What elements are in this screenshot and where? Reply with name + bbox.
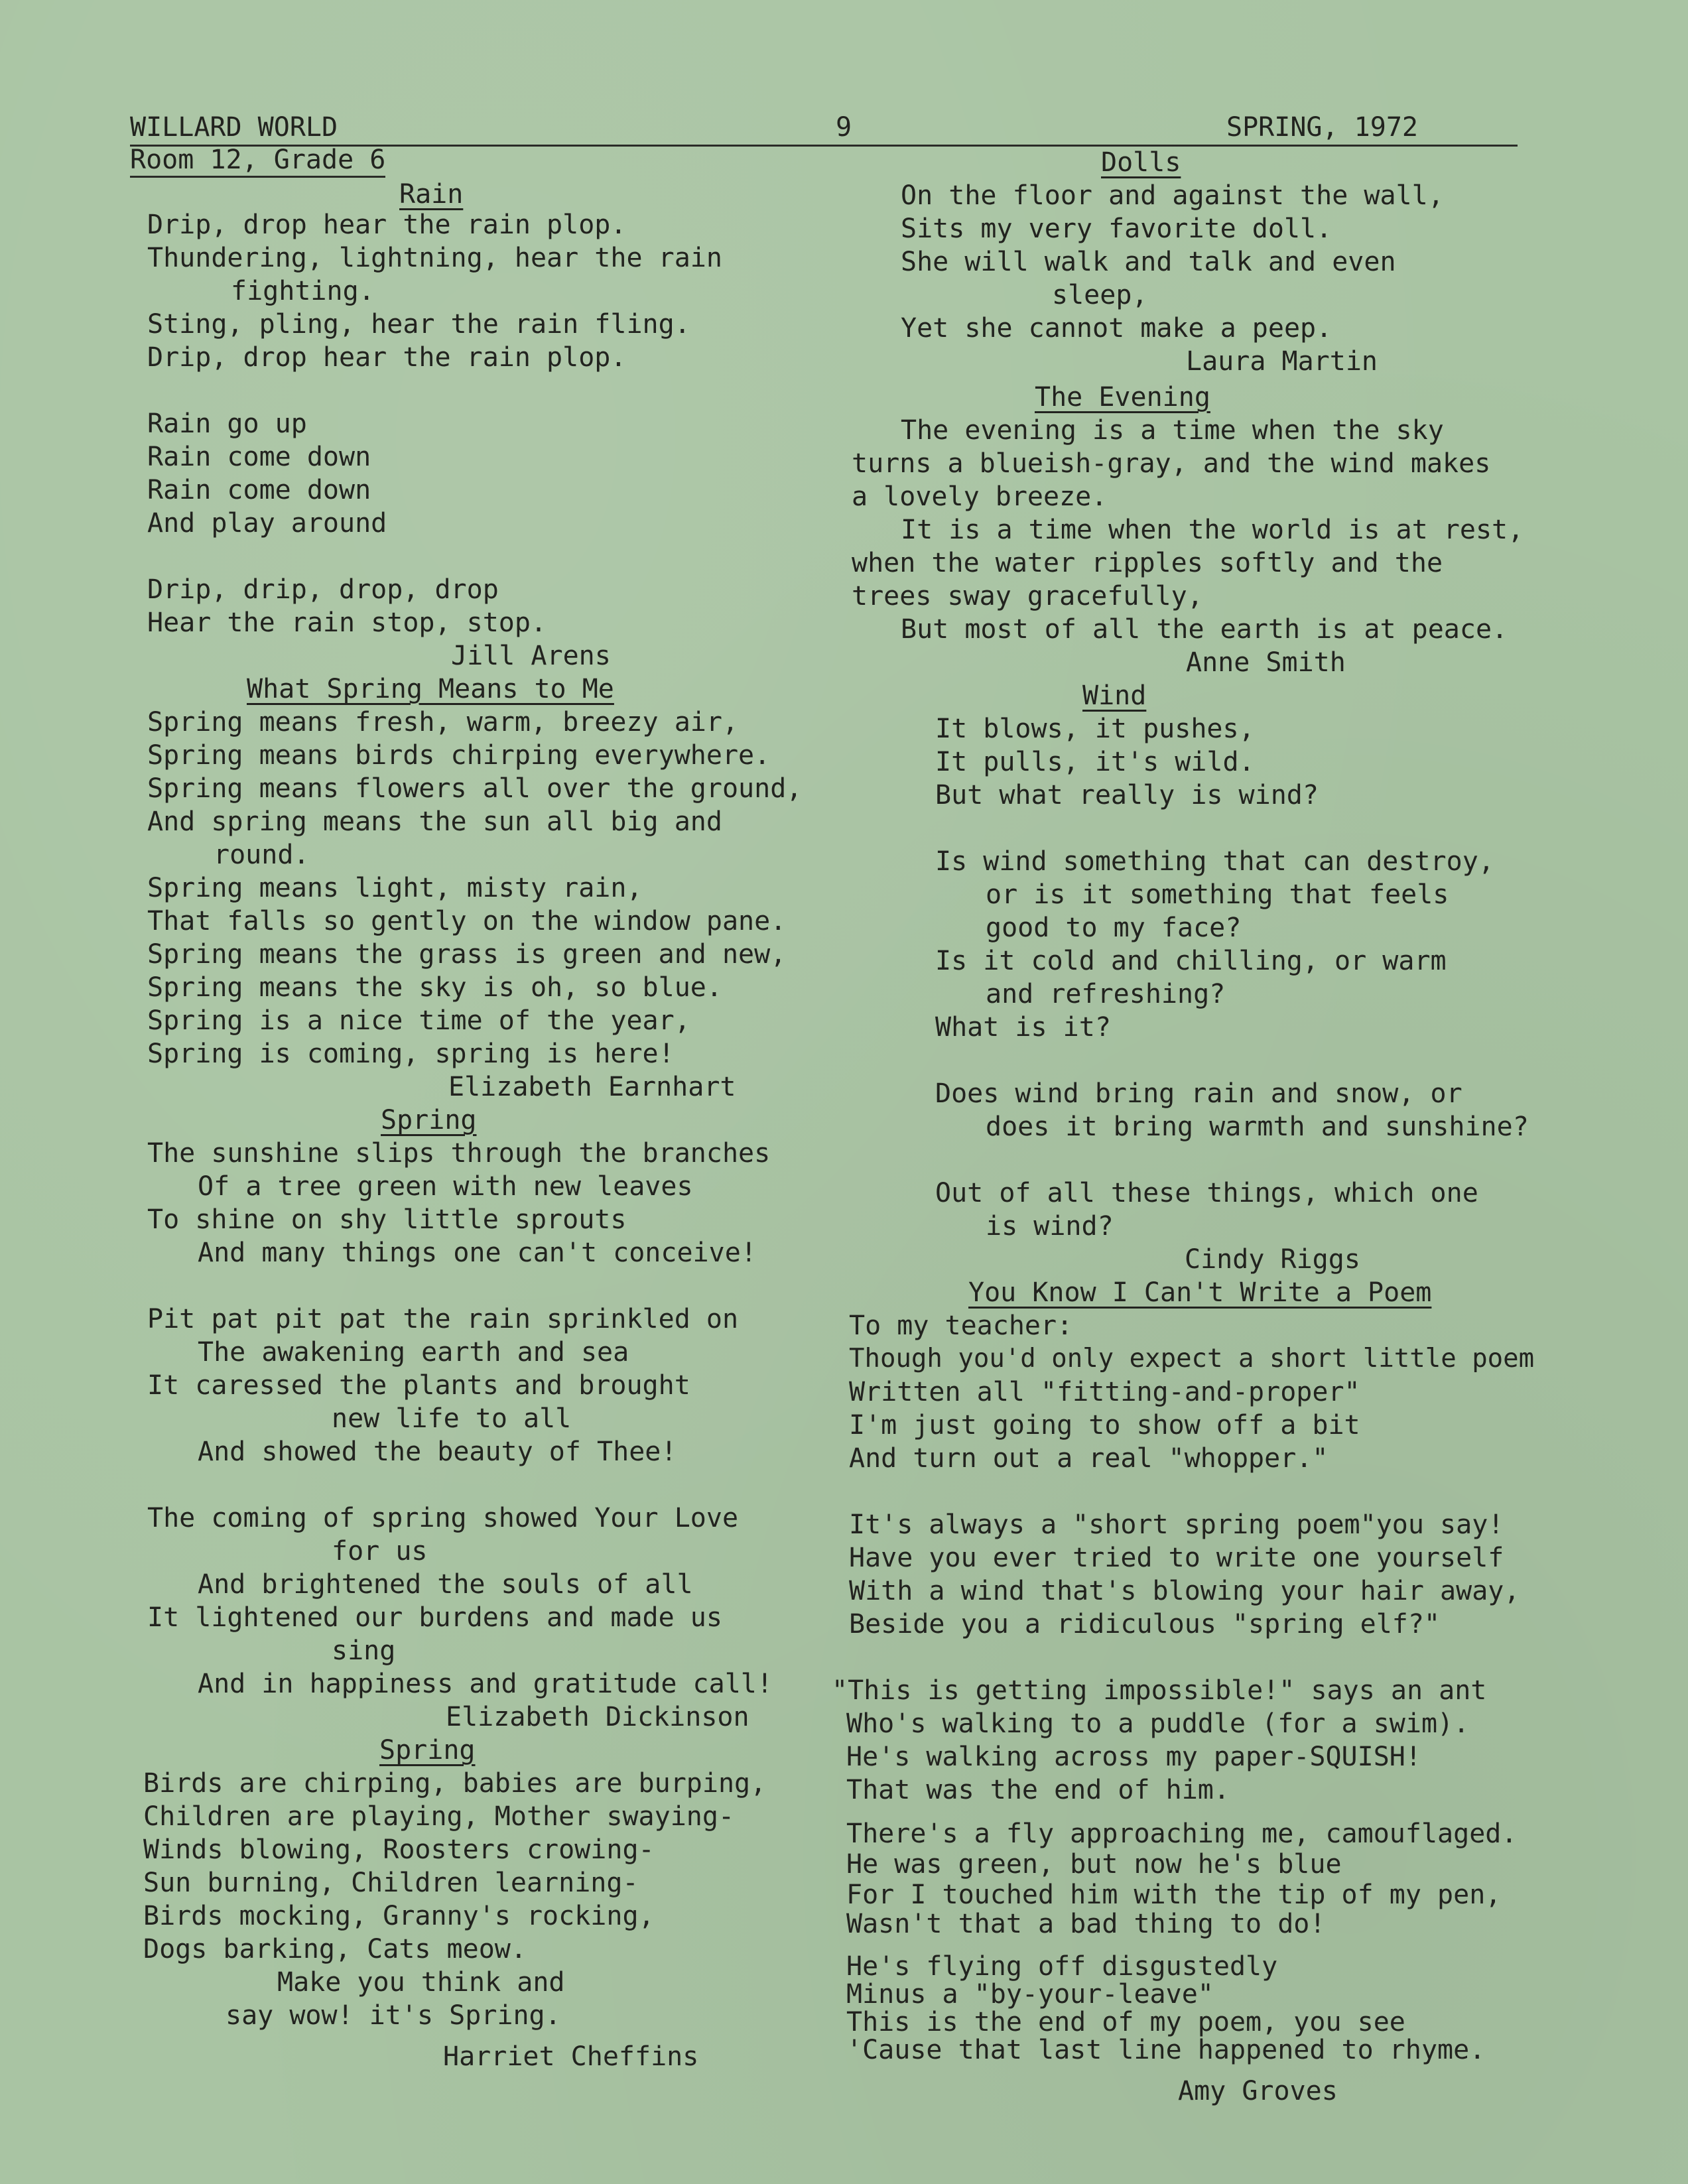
poem-line: Birds are chirping, babies are burping, — [143, 1768, 767, 1799]
poem-line: "This is getting impossible!" says an ant — [832, 1675, 1487, 1706]
poem-title-rain: Rain — [399, 179, 464, 210]
poem-line: Dogs barking, Cats meow. — [143, 1934, 527, 1964]
poem-line: The evening is a time when the sky — [901, 415, 1444, 446]
poem-line: But most of all the earth is at peace. — [901, 614, 1508, 645]
poem-line: round. — [214, 840, 310, 870]
poem-line: It's always a "short spring poem"you say! — [849, 1510, 1504, 1540]
poem-line: It lightened our burdens and made us — [147, 1602, 722, 1633]
poem-title-cant-write: You Know I Can't Write a Poem — [968, 1277, 1432, 1308]
poem-line: That falls so gently on the window pane. — [147, 906, 787, 936]
poem-line: And many things one can't conceive! — [198, 1238, 757, 1268]
poem-line: She will walk and talk and even — [901, 247, 1396, 277]
poem-line: It blows, it pushes, — [935, 714, 1255, 744]
poem-line: Though you'd only expect a short little poem — [849, 1344, 1535, 1374]
poem-line: On the floor and against the wall, — [901, 180, 1444, 211]
poem-title-what-spring-means: What Spring Means to Me — [247, 674, 614, 704]
poem-line: It is a time when the world is at rest, — [901, 515, 1524, 545]
poem-line: when the water ripples softly and the — [852, 548, 1443, 578]
poem-line: does it bring warmth and sunshine? — [986, 1112, 1529, 1142]
poem-author: Jill Arens — [451, 641, 611, 671]
poem-line: With a wind that's blowing your hair away, — [849, 1576, 1520, 1606]
poem-line: Who's walking to a puddle (for a swim). — [846, 1708, 1470, 1739]
poem-line: The sunshine slips through the branches — [147, 1138, 771, 1169]
poem-line: And turn out a real "whopper." — [849, 1443, 1329, 1474]
poem-line: Spring means birds chirping everywhere. — [147, 740, 771, 771]
room-grade-label: Room 12, Grade 6 — [130, 145, 385, 178]
poem-line: Beside you a ridiculous "spring elf?" — [849, 1609, 1441, 1639]
poem-author: Cindy Riggs — [1185, 1244, 1360, 1275]
poem-line: or is it something that feels — [986, 879, 1449, 910]
poem-line: Rain come down — [147, 475, 371, 505]
poem-line: And play around — [147, 508, 387, 539]
poem-line: Sun burning, Children learning- — [143, 1868, 639, 1898]
poem-title-spring: Spring — [381, 1105, 477, 1135]
poem-line: It caressed the plants and brought — [147, 1370, 690, 1401]
poem-line: Spring means light, misty rain, — [147, 873, 643, 903]
poem-line: Does wind bring rain and snow, or — [935, 1078, 1462, 1109]
poem-line: turns a blueish-gray, and the wind makes — [852, 448, 1491, 479]
poem-line: Hear the rain stop, stop. — [147, 608, 547, 638]
poem-line: Drip, drop hear the rain plop. — [147, 342, 627, 373]
poem-line: Pit pat pit pat the rain sprinkled on — [147, 1304, 739, 1334]
poem-line: He was green, but now he's blue — [846, 1849, 1342, 1880]
poem-line: And showed the beauty of Thee! — [198, 1437, 677, 1467]
poem-line: To my teacher: — [849, 1311, 1073, 1341]
poem-line: Out of all these things, which one — [935, 1178, 1478, 1208]
poem-line: For I touched him with the tip of my pen, — [846, 1880, 1502, 1910]
poem-title-wind: Wind — [1082, 680, 1147, 711]
poem-line: Spring means fresh, warm, breezy air, — [147, 707, 739, 738]
poem-line: Rain come down — [147, 442, 371, 472]
poem-line: good to my face? — [986, 913, 1242, 943]
poem-author: Harriet Cheffins — [443, 2041, 699, 2072]
poem-line: That was the end of him. — [846, 1775, 1230, 1805]
poem-line: Written all "fitting-and-proper" — [849, 1377, 1360, 1407]
poem-line: sing — [332, 1636, 396, 1666]
poem-line: Yet she cannot make a peep. — [901, 313, 1332, 344]
poem-title-dolls: Dolls — [1101, 147, 1181, 178]
poem-line: a lovely breeze. — [852, 482, 1108, 512]
poem-line: Minus a "by-your-leave" — [846, 1979, 1214, 2010]
page-header — [130, 110, 1518, 147]
poem-line: The awakening earth and sea — [198, 1337, 629, 1368]
poem-line: trees sway gracefully, — [852, 581, 1203, 611]
poem-title-evening: The Evening — [1035, 382, 1210, 413]
publication-name: WILLARD WORLD — [130, 112, 338, 143]
poem-line: Spring means the sky is oh, so blue. — [147, 972, 722, 1003]
poem-line: Make you think and — [277, 1967, 565, 1998]
poem-line: He's walking across my paper-SQUISH! — [846, 1742, 1421, 1772]
poem-line: for us — [332, 1536, 428, 1567]
poem-line: Rain go up — [147, 409, 307, 439]
poem-title-spring: Spring — [379, 1735, 476, 1766]
poem-line: Drip, drop hear the rain plop. — [147, 210, 627, 240]
poem-line: Winds blowing, Roosters crowing- — [143, 1834, 655, 1865]
poem-line: and refreshing? — [986, 979, 1226, 1009]
poem-line: Spring is a nice time of the year, — [147, 1005, 690, 1036]
poem-line: Wasn't that a bad thing to do! — [846, 1909, 1326, 1939]
poem-line: 'Cause that last line happened to rhyme. — [846, 2035, 1486, 2065]
poem-line: And in happiness and gratitude call! — [198, 1669, 773, 1699]
poem-line: Thundering, lightning, hear the rain — [147, 243, 722, 273]
poem-author: Elizabeth Dickinson — [446, 1702, 749, 1732]
poem-line: Is it cold and chilling, or warm — [935, 946, 1447, 976]
poem-line: Is wind something that can destroy, — [935, 846, 1494, 877]
poem-line: Spring is coming, spring is here! — [147, 1039, 675, 1069]
poem-line: new life to all — [332, 1403, 572, 1434]
page-number: 9 — [836, 112, 852, 143]
poem-line: Have you ever tried to write one yourself — [849, 1543, 1504, 1573]
poem-line: To shine on shy little sprouts — [147, 1204, 627, 1235]
poem-line: is wind? — [986, 1211, 1114, 1242]
poem-author: Anne Smith — [1186, 647, 1346, 678]
poem-line: sleep, — [1052, 280, 1148, 310]
poem-line: This is the end of my poem, you see — [846, 2007, 1405, 2037]
poem-line: I'm just going to show off a bit — [849, 1410, 1360, 1441]
poem-line: And spring means the sun all big and — [147, 806, 722, 837]
poem-line: Of a tree green with new leaves — [198, 1171, 693, 1202]
poem-author: Laura Martin — [1186, 346, 1378, 377]
poem-line: Drip, drip, drop, drop — [147, 574, 499, 605]
poem-line: There's a fly approaching me, camouflaged. — [846, 1819, 1518, 1849]
poem-line: He's flying off disgustedly — [846, 1951, 1278, 1982]
issue-date: SPRING, 1972 — [1226, 112, 1418, 143]
poem-line: Spring means the grass is green and new, — [147, 939, 787, 970]
poem-line: And brightened the souls of all — [198, 1569, 693, 1600]
poem-author: Elizabeth Earnhart — [448, 1072, 736, 1102]
poem-line: What is it? — [935, 1012, 1111, 1043]
poem-line: But what really is wind? — [935, 780, 1319, 810]
poem-line: Birds mocking, Granny's rocking, — [143, 1901, 655, 1931]
poem-line: The coming of spring showed Your Love — [147, 1503, 739, 1533]
poem-line: It pulls, it's wild. — [935, 747, 1255, 777]
poem-line: Children are playing, Mother swaying- — [143, 1801, 735, 1832]
poem-line: say wow! it's Spring. — [226, 2000, 561, 2031]
poem-line: Spring means flowers all over the ground, — [147, 773, 803, 804]
poem-line: Sting, pling, hear the rain fling. — [147, 309, 690, 340]
poem-line: fighting. — [231, 276, 375, 306]
poem-line: Sits my very favorite doll. — [901, 214, 1332, 244]
poem-author: Amy Groves — [1178, 2076, 1338, 2106]
